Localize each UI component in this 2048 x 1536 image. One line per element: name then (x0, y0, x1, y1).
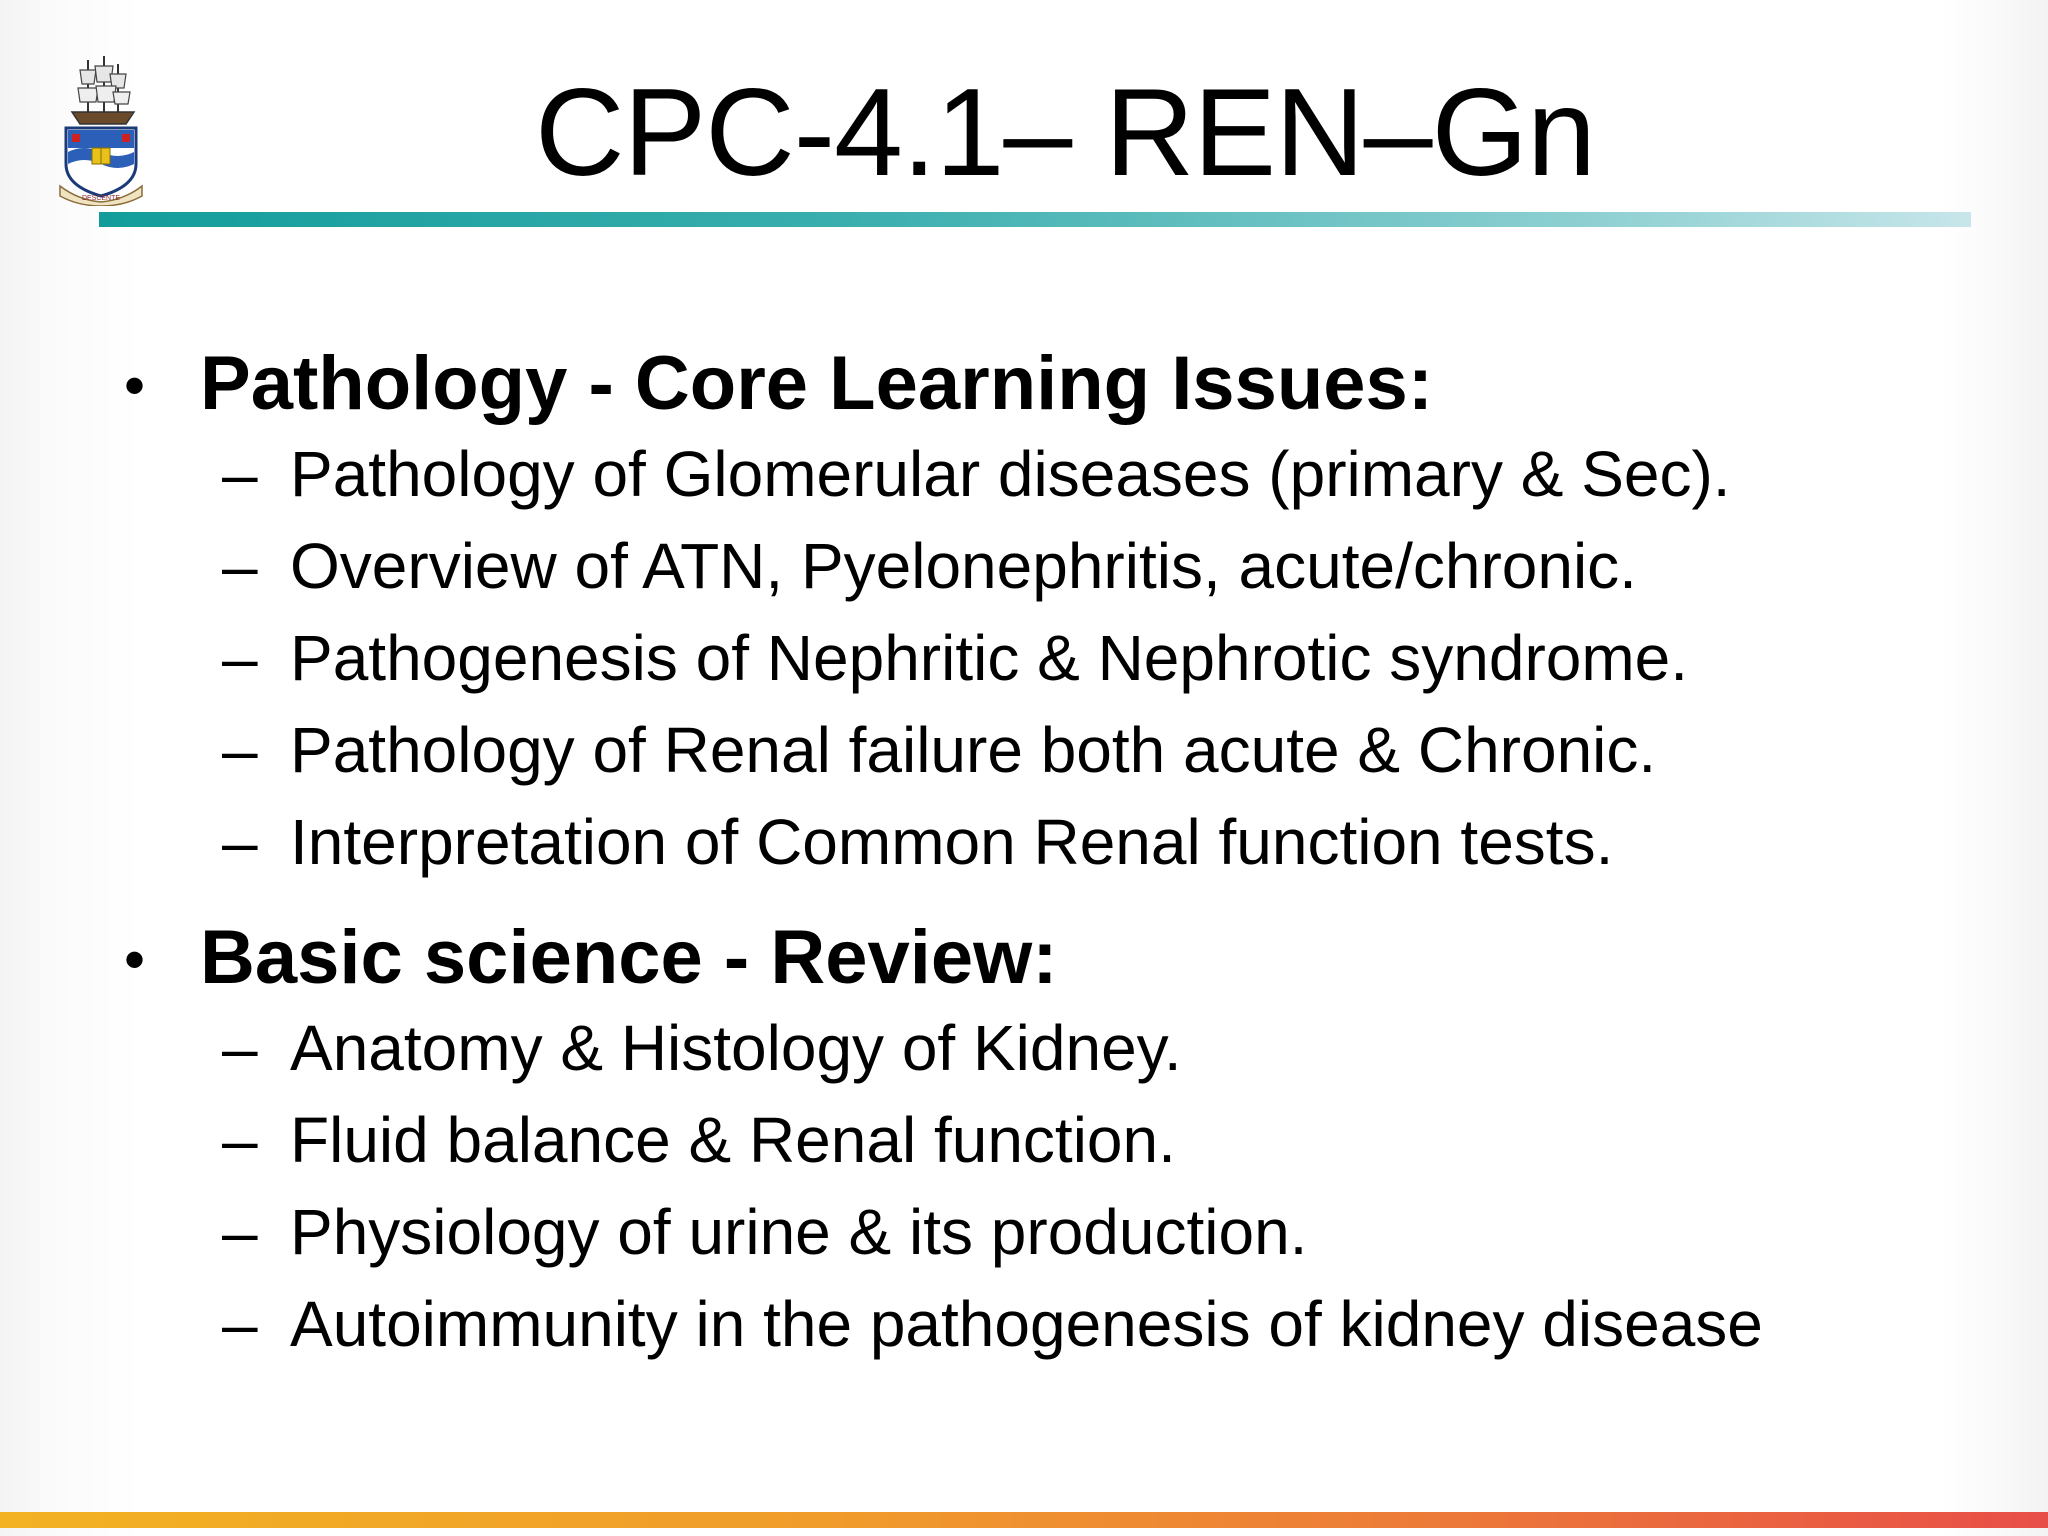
dash-marker: – (222, 438, 258, 510)
list-item (222, 1002, 1182, 1094)
list-item-text: Pathogenesis of Nephritic & Nephrotic syndrome. (290, 622, 1689, 694)
dash-marker: – (222, 1288, 258, 1360)
section-heading-pathology: Pathology - Core Learning Issues: (200, 341, 1434, 426)
list-item-text: Fluid balance & Renal function. (290, 1104, 1176, 1176)
dash-marker: – (222, 1196, 258, 1268)
bullet-marker: • (124, 926, 146, 993)
slide-content (0, 318, 2048, 1398)
list-item (222, 520, 1637, 612)
list-item-text: Physiology of urine & its production. (290, 1196, 1308, 1268)
bullet-marker: • (124, 352, 146, 419)
dash-marker: – (222, 622, 258, 694)
dash-marker: – (222, 1012, 258, 1084)
university-crest-icon (58, 56, 144, 206)
list-item (222, 428, 1731, 520)
list-item (222, 1278, 1763, 1370)
list-item (222, 612, 1688, 704)
footer-divider (0, 1512, 2048, 1528)
title-divider (99, 212, 1971, 227)
section-heading-basic-science: Basic science - Review: (200, 915, 1058, 1000)
dash-marker: – (222, 530, 258, 602)
list-item-text: Interpretation of Common Renal function tests. (290, 806, 1614, 878)
list-item-text: Overview of ATN, Pyelonephritis, acute/chronic. (290, 530, 1637, 602)
list-item-text: Autoimmunity in the pathogenesis of kidney disease (290, 1288, 1763, 1360)
list-item (222, 796, 1613, 888)
dash-marker: – (222, 714, 258, 786)
list-item-text: Anatomy & Histology of Kidney. (290, 1012, 1182, 1084)
list-item (222, 1186, 1307, 1278)
slide-title: CPC-4.1– REN–Gn (534, 64, 1596, 202)
list-item-text: Pathology of Glomerular diseases (primary & Sec). (290, 438, 1731, 510)
dash-marker: – (222, 806, 258, 878)
svg-text:DESCENTE: DESCENTE (81, 195, 121, 202)
list-item (222, 1094, 1176, 1186)
list-item (222, 704, 1656, 796)
dash-marker: – (222, 1104, 258, 1176)
list-item-text: Pathology of Renal failure both acute & Chronic. (290, 714, 1657, 786)
